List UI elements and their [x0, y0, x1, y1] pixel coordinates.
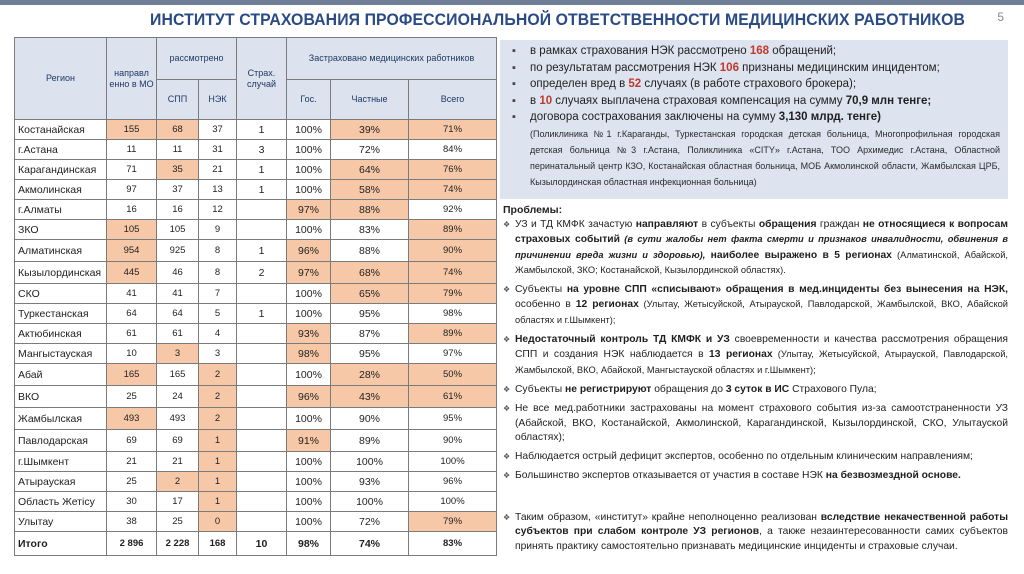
cell-spp: 17	[157, 492, 199, 512]
cell-region: Область Жетісу	[15, 492, 107, 512]
cell-insured-case: 3	[237, 140, 287, 160]
cell-region: Мангыстауская	[15, 344, 107, 364]
cell-directed: 25	[107, 386, 157, 408]
cell-region: Акмолинская	[15, 180, 107, 200]
cell-private: 39%	[331, 120, 409, 140]
cell-total: 92%	[409, 200, 497, 220]
cell-spp: 46	[157, 262, 199, 284]
cell-nek: 1	[199, 492, 237, 512]
table-row	[15, 324, 497, 344]
cell-spp: 493	[157, 408, 199, 430]
cell-spp: 3	[157, 344, 199, 364]
cell-directed: 105	[107, 220, 157, 240]
cell-insured-case: 1	[237, 304, 287, 324]
header-region: Регион	[15, 38, 107, 120]
cell-nek: 37	[199, 120, 237, 140]
cell-private: 65%	[331, 284, 409, 304]
cell-region: ВКО	[15, 386, 107, 408]
cell-nek: 5	[199, 304, 237, 324]
cell-region: Актюбинская	[15, 324, 107, 344]
cell-gov: 100%	[287, 364, 331, 386]
header-private: Частные	[331, 80, 409, 120]
fact-item: ▪ определен вред в 52 случаях (в работе страхового брокера);	[512, 76, 1000, 93]
cell-total: 76%	[409, 160, 497, 180]
cell-directed: 38	[107, 512, 157, 532]
table-row	[15, 472, 497, 492]
cell-spp: 69	[157, 430, 199, 452]
problem-item: ❖ Не все мед.работники застрахованы на момент страхового события из-за самоотстраненности УЗ (Абайской, ВКО, Костанайской, Акмолинской, Карагандинской, Кызылординской, СКО, Улытауской областях);	[503, 402, 1008, 445]
cell-private: 68%	[331, 262, 409, 284]
cell-nek: 1	[199, 472, 237, 492]
header-insured-workers: Застраховано медицинских работников	[287, 38, 497, 80]
cell-private: 89%	[331, 430, 409, 452]
cell-directed-total: 2 896	[107, 532, 157, 556]
cell-nek: 9	[199, 220, 237, 240]
cell-region: г.Шымкент	[15, 452, 107, 472]
cell-nek: 8	[199, 262, 237, 284]
cell-directed: 10	[107, 344, 157, 364]
cell-insured-case	[237, 512, 287, 532]
cell-region: Костанайская	[15, 120, 107, 140]
cell-total: 74%	[409, 180, 497, 200]
table-row	[15, 140, 497, 160]
cell-total: 96%	[409, 472, 497, 492]
table-row	[15, 284, 497, 304]
cell-directed: 445	[107, 262, 157, 284]
cell-total: 90%	[409, 430, 497, 452]
table-row	[15, 160, 497, 180]
conclusion-item: ❖ Таким образом, «институт» крайне неполноценно реализован вследствие некачественной работы субъектов при слабом контроле УЗ регионов, а также незаинтересованности самих субъектов принять практику самостоятельно признавать медицинские инциденты и страховые случаи.	[503, 511, 1008, 554]
cell-nek: 0	[199, 512, 237, 532]
cell-private: 88%	[331, 240, 409, 262]
cell-directed: 954	[107, 240, 157, 262]
cell-insured-case	[237, 430, 287, 452]
cell-insured-case: 1	[237, 160, 287, 180]
fact-item: ▪ по результатам рассмотрения НЭК 106 признаны медицинским инцидентом;	[512, 60, 1000, 77]
fact-item: ▪ в 10 случаях выплачена страховая компенсация на сумму 70,9 млн тенге;	[512, 93, 1000, 110]
cell-total: 95%	[409, 408, 497, 430]
table-row	[15, 262, 497, 284]
problem-item: ❖ Наблюдается острый дефицит экспертов, особенно по отдельным клиническим направлениям;	[503, 450, 1008, 464]
cell-gov: 97%	[287, 200, 331, 220]
table-body	[15, 120, 497, 556]
cell-total: 74%	[409, 262, 497, 284]
fact-item: ▪ в рамках страхования НЭК рассмотрено 168 обращений;	[512, 43, 1000, 60]
cell-nek: 2	[199, 386, 237, 408]
cell-insured-case	[237, 492, 287, 512]
cell-spp: 35	[157, 160, 199, 180]
cell-private: 95%	[331, 344, 409, 364]
cell-nek: 1	[199, 452, 237, 472]
cell-region-total: Итого	[15, 532, 107, 556]
cell-gov: 100%	[287, 492, 331, 512]
cell-region: г.Алматы	[15, 200, 107, 220]
cell-gov: 96%	[287, 386, 331, 408]
cell-insured-case	[237, 324, 287, 344]
cell-total: 79%	[409, 284, 497, 304]
cell-region: Улытау	[15, 512, 107, 532]
cell-private: 43%	[331, 386, 409, 408]
top-accent-bar	[0, 0, 1024, 5]
cell-region: СКО	[15, 284, 107, 304]
cell-spp: 105	[157, 220, 199, 240]
cell-insured-case	[237, 344, 287, 364]
cell-private: 100%	[331, 452, 409, 472]
cell-nek: 2	[199, 408, 237, 430]
cell-insured-case	[237, 200, 287, 220]
cell-region: Павлодарская	[15, 430, 107, 452]
cell-total: 100%	[409, 492, 497, 512]
cell-spp: 24	[157, 386, 199, 408]
cell-insured-case	[237, 452, 287, 472]
problem-item: ❖ Субъекты не регистрируют обращения до 3 суток в ИС Страхового Пула;	[503, 383, 1008, 397]
cell-spp: 165	[157, 364, 199, 386]
cell-gov: 100%	[287, 120, 331, 140]
cell-total: 50%	[409, 364, 497, 386]
cell-directed: 64	[107, 304, 157, 324]
cell-insured-case	[237, 220, 287, 240]
cell-spp: 21	[157, 452, 199, 472]
cell-region: Атырауская	[15, 472, 107, 492]
table-total-row	[15, 532, 497, 556]
title-bar	[0, 6, 1024, 32]
cell-spp: 25	[157, 512, 199, 532]
table-row	[15, 304, 497, 324]
table-row	[15, 408, 497, 430]
cell-directed: 71	[107, 160, 157, 180]
cell-region: Туркестанская	[15, 304, 107, 324]
table-row	[15, 200, 497, 220]
cell-region: Алматинская	[15, 240, 107, 262]
header-gov: Гос.	[287, 80, 331, 120]
cell-gov: 93%	[287, 324, 331, 344]
cell-spp: 64	[157, 304, 199, 324]
cell-total: 97%	[409, 344, 497, 364]
cell-directed: 97	[107, 180, 157, 200]
cell-gov: 97%	[287, 262, 331, 284]
cell-region: Жамбылская	[15, 408, 107, 430]
cell-spp: 37	[157, 180, 199, 200]
cell-nek: 2	[199, 364, 237, 386]
table-row	[15, 512, 497, 532]
table-row	[15, 430, 497, 452]
cell-insured-case: 1	[237, 180, 287, 200]
cell-directed: 25	[107, 472, 157, 492]
cell-private: 64%	[331, 160, 409, 180]
cell-region: Абай	[15, 364, 107, 386]
cell-nek: 8	[199, 240, 237, 262]
cell-nek: 1	[199, 430, 237, 452]
table-row	[15, 492, 497, 512]
cell-total: 84%	[409, 140, 497, 160]
cell-nek-total: 168	[199, 532, 237, 556]
cell-region: Кызылординская	[15, 262, 107, 284]
cell-spp: 11	[157, 140, 199, 160]
cell-gov: 100%	[287, 512, 331, 532]
cell-directed: 21	[107, 452, 157, 472]
facts-panel	[500, 40, 1008, 199]
header-spp: СПП	[157, 80, 199, 120]
cell-private: 87%	[331, 324, 409, 344]
cell-region: ЗКО	[15, 220, 107, 240]
conclusion	[503, 511, 1008, 554]
cell-insured-case	[237, 364, 287, 386]
cell-insured-case: 1	[237, 120, 287, 140]
cell-insured-case: 2	[237, 262, 287, 284]
cell-spp-total: 2 228	[157, 532, 199, 556]
cell-private: 58%	[331, 180, 409, 200]
problems-list	[503, 218, 1008, 489]
cell-insured-case	[237, 408, 287, 430]
cell-private: 88%	[331, 200, 409, 220]
cell-total: 90%	[409, 240, 497, 262]
cell-region: г.Астана	[15, 140, 107, 160]
regions-table	[14, 37, 497, 556]
cell-directed: 11	[107, 140, 157, 160]
table-row	[15, 120, 497, 140]
cell-private: 95%	[331, 304, 409, 324]
cell-nek: 31	[199, 140, 237, 160]
cell-gov: 100%	[287, 284, 331, 304]
cell-nek: 21	[199, 160, 237, 180]
cell-insured-case: 1	[237, 240, 287, 262]
cell-total: 71%	[409, 120, 497, 140]
cell-gov-total: 98%	[287, 532, 331, 556]
cell-directed: 16	[107, 200, 157, 220]
cell-private: 100%	[331, 492, 409, 512]
cell-total: 61%	[409, 386, 497, 408]
cell-gov: 100%	[287, 180, 331, 200]
cell-private: 28%	[331, 364, 409, 386]
cell-total: 89%	[409, 220, 497, 240]
cell-nek: 12	[199, 200, 237, 220]
cell-spp: 41	[157, 284, 199, 304]
cell-spp: 2	[157, 472, 199, 492]
slide-title: ИНСТИТУТ СТРАХОВАНИЯ ПРОФЕССИОНАЛЬНОЙ ОТВЕТСТВЕННОСТИ МЕДИЦИНСКИХ РАБОТНИКОВ	[150, 10, 966, 29]
problem-item: ❖ Субъекты на уровне СПП «списывают» обращения в мед.инциденты без вынесения на НЭК, особенно в 12 регионах (Улытау, Жетысуйской, Атырауской, Павлодарской, Жамбылской, ВКО, Абайской областях и г.Шымкент);	[503, 283, 1008, 328]
cell-total-total: 83%	[409, 532, 497, 556]
fact-item: ▪ договора сострахования заключены на сумму 3,130 млрд. тенге)	[512, 109, 1000, 126]
cell-spp: 925	[157, 240, 199, 262]
cell-gov: 100%	[287, 472, 331, 492]
cell-nek: 3	[199, 344, 237, 364]
cell-nek: 7	[199, 284, 237, 304]
cell-gov: 96%	[287, 240, 331, 262]
cell-region: Карагандинская	[15, 160, 107, 180]
header-total: Всего	[409, 80, 497, 120]
cell-gov: 100%	[287, 452, 331, 472]
header-directed: направл енно в МО	[107, 38, 157, 120]
cell-directed: 155	[107, 120, 157, 140]
cell-gov: 98%	[287, 344, 331, 364]
cell-total: 100%	[409, 452, 497, 472]
cell-insured-case-total: 10	[237, 532, 287, 556]
cell-total: 79%	[409, 512, 497, 532]
cell-directed: 165	[107, 364, 157, 386]
cell-spp: 68	[157, 120, 199, 140]
cell-gov: 100%	[287, 160, 331, 180]
cell-total: 98%	[409, 304, 497, 324]
cell-private-total: 74%	[331, 532, 409, 556]
cell-directed: 41	[107, 284, 157, 304]
cell-gov: 91%	[287, 430, 331, 452]
cell-directed: 61	[107, 324, 157, 344]
cell-private: 72%	[331, 140, 409, 160]
table-row	[15, 452, 497, 472]
problem-item: ❖ УЗ и ТД КМФК зачастую направляют в субъекты обращения граждан не относящиеся к вопросам страховых событий (в сути жалобы нет факта смерти и признаков инвалидности, обвинения в причинении вреда жизни и здоровью), наиболее выражено в 5 регионах (Алматинской, Абайской, Жамбылской, ЗКО; Костанайской, Кызылординской областях).	[503, 218, 1008, 278]
cell-directed: 493	[107, 408, 157, 430]
cell-gov: 100%	[287, 140, 331, 160]
cell-total: 89%	[409, 324, 497, 344]
header-nek: НЭК	[199, 80, 237, 120]
table-row	[15, 344, 497, 364]
cell-gov: 100%	[287, 220, 331, 240]
problem-item: ❖ Большинство экспертов отказывается от участия в составе НЭК на безвозмездной основе.	[503, 469, 1008, 483]
cell-gov: 100%	[287, 304, 331, 324]
cell-directed: 30	[107, 492, 157, 512]
cell-insured-case	[237, 472, 287, 492]
problem-item: ❖ Недостаточный контроль ТД КМФК и УЗ своевременности и качества рассмотрения обращения СПП и создания НЭК наблюдается в 13 регионах (Улытау, Жетысуйской, Атырауской, Павлодарской, Жамбылской, ВКО, Абайской, Мангыстауской областях и г.Шымкент);	[503, 333, 1008, 378]
table-row	[15, 220, 497, 240]
header-reviewed: рассмотрено	[157, 38, 237, 80]
cell-insured-case	[237, 284, 287, 304]
cell-insured-case	[237, 386, 287, 408]
table-row	[15, 180, 497, 200]
cell-private: 90%	[331, 408, 409, 430]
cell-private: 83%	[331, 220, 409, 240]
header-insured-case: Страх. случай	[237, 38, 287, 120]
problems-title: Проблемы:	[503, 204, 563, 216]
cell-directed: 69	[107, 430, 157, 452]
table-row	[15, 386, 497, 408]
cell-gov: 100%	[287, 408, 331, 430]
cell-spp: 16	[157, 200, 199, 220]
table-row	[15, 240, 497, 262]
cell-private: 72%	[331, 512, 409, 532]
cell-nek: 4	[199, 324, 237, 344]
fact-note: (Поликлиника №1 г.Караганды, Туркестанская городская детская больница, Многопрофильная городская детская больница №3 г.Астана, Поликлиника «CITY» г.Астана, ТОО Архимедис г.Астана, Областной перинатальный центр КЗО, Костанайская областная больница, МОБ Акмолинской области, Жамбылская ЦРБ, Кызылординская областная инфекционная больница)	[530, 128, 1000, 187]
cell-private: 93%	[331, 472, 409, 492]
table-row	[15, 364, 497, 386]
page-number: 5	[997, 10, 1004, 24]
cell-spp: 61	[157, 324, 199, 344]
cell-nek: 13	[199, 180, 237, 200]
